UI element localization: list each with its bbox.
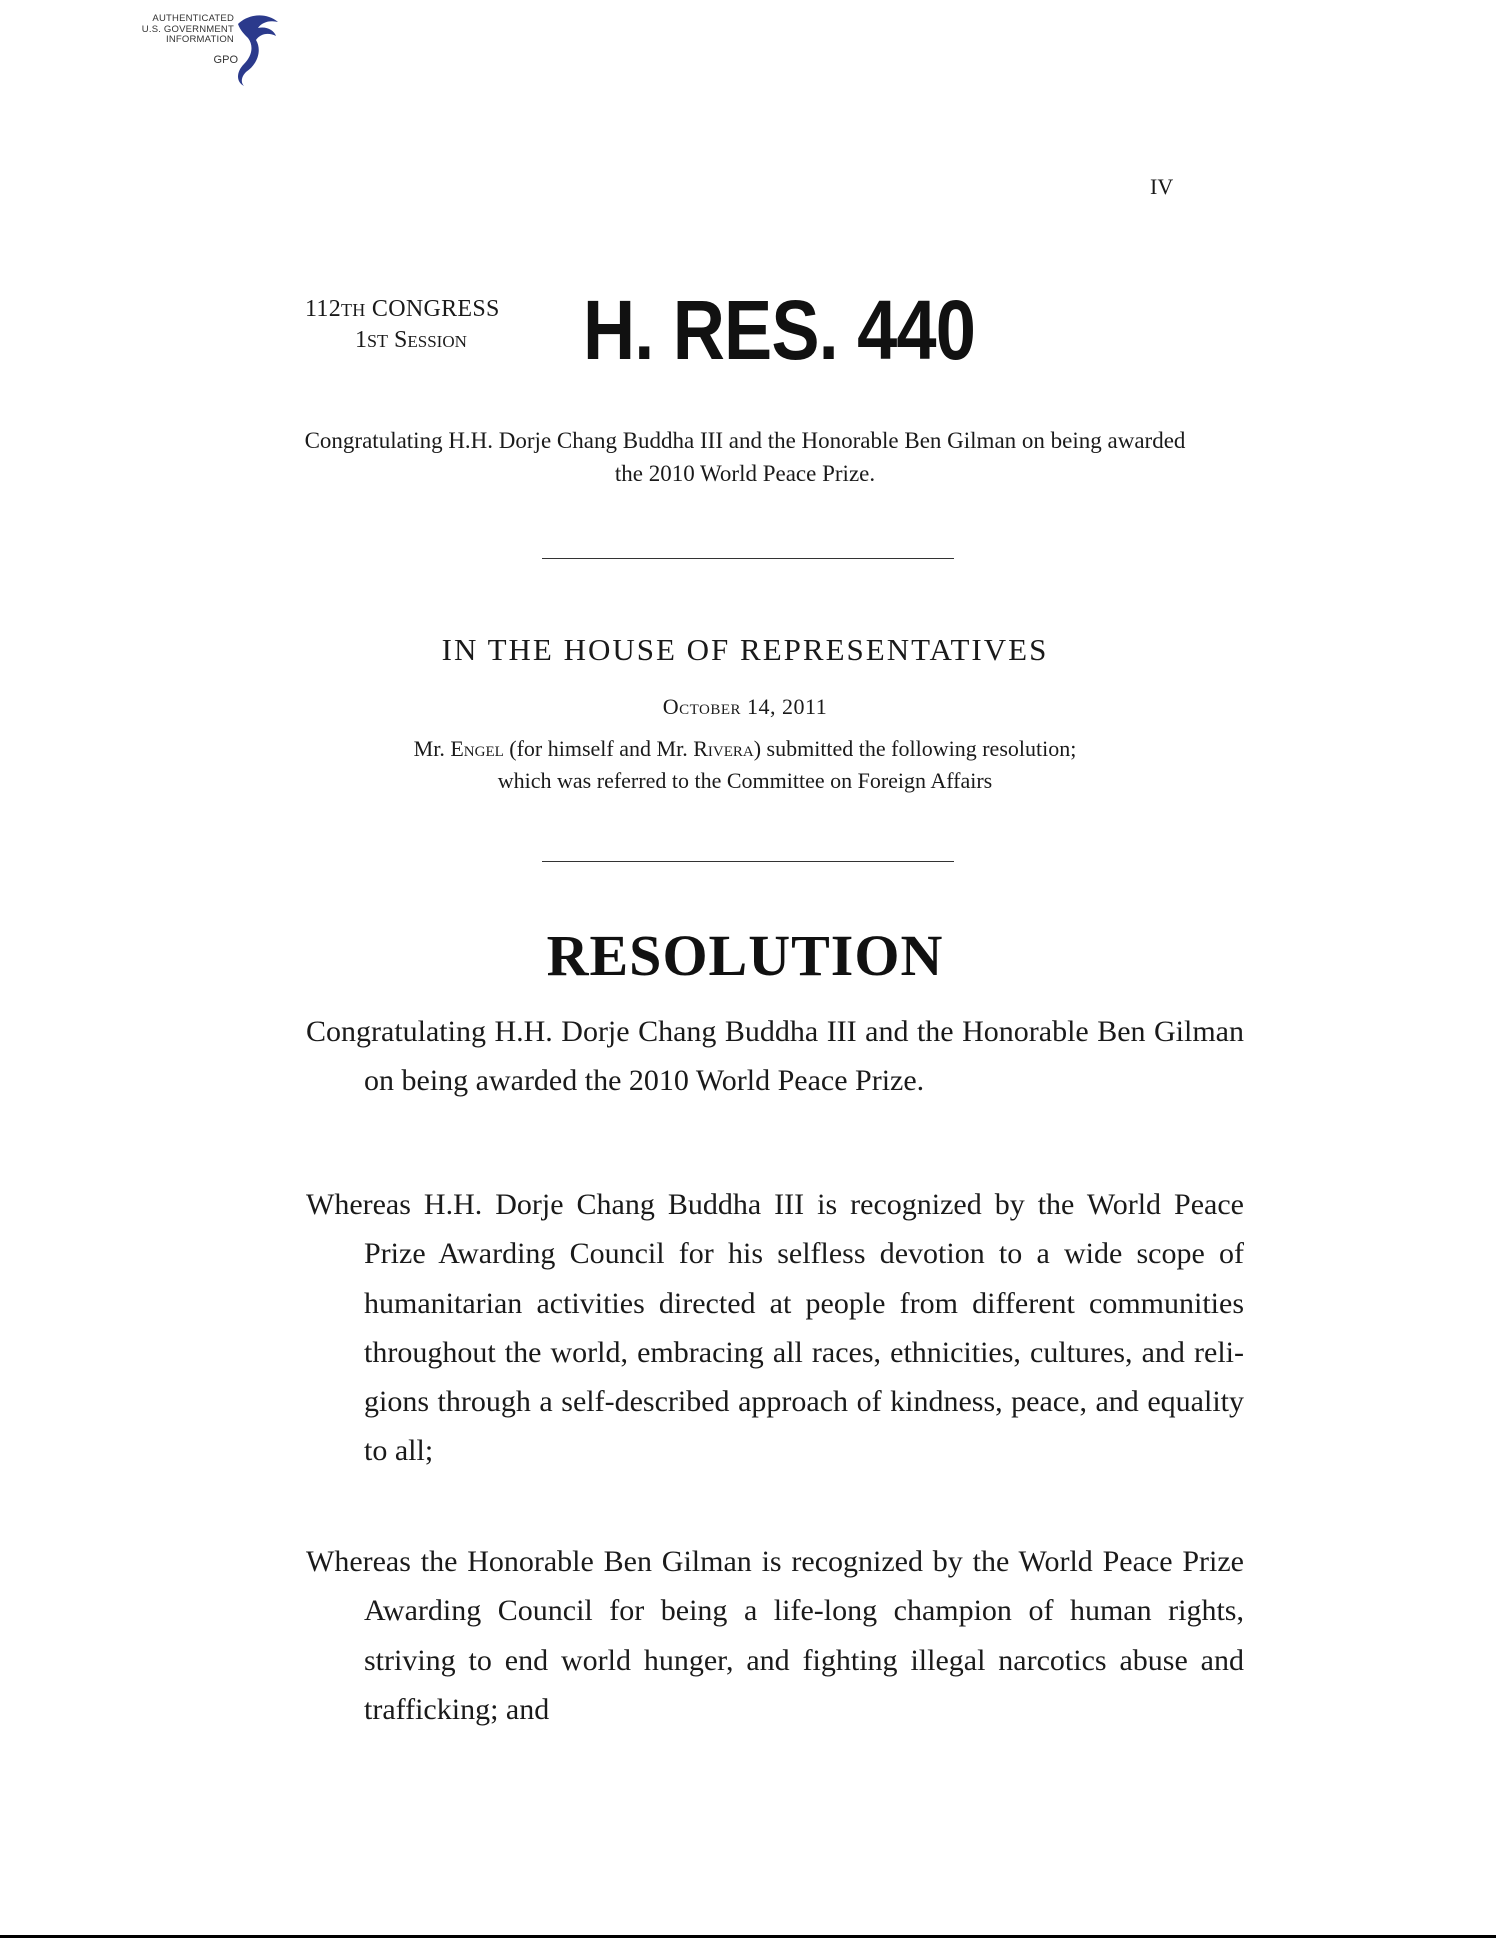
eagle-icon <box>232 10 284 88</box>
logo-line-1: AUTHENTICATED <box>152 13 234 24</box>
short-title: Congratulating H.H. Dorje Chang Buddha III and the Honorable Ben Gilman on being awarded the 2010 World Peace Prize. <box>304 428 1186 486</box>
sponsor-title: Mr. <box>413 736 451 761</box>
referral-line: which was referred to the Committee on Foreign Affairs <box>497 768 993 793</box>
page-label: IV <box>1150 174 1174 199</box>
sponsor-text: (for himself and Mr. <box>503 736 694 761</box>
congress-session-block <box>305 294 565 356</box>
document-heading: RESOLUTION <box>546 923 944 988</box>
session-line <box>305 325 565 356</box>
logo-line-2: U.S. GOVERNMENT <box>141 23 234 35</box>
congress-word: CONGRESS <box>365 296 500 322</box>
page-bottom-border <box>0 1935 1496 1938</box>
session-number-suffix: ST <box>367 331 389 351</box>
gpo-authentication-logo <box>124 10 284 90</box>
session-number: 1 <box>355 327 367 353</box>
chamber-heading: IN THE HOUSE OF REPRESENTATIVES <box>441 632 1049 667</box>
session-word: Session <box>388 327 467 353</box>
logo-text <box>124 14 234 46</box>
sponsor-text-end: ) submitted the following resolution; <box>753 736 1077 761</box>
congress-number: 112 <box>305 296 342 322</box>
cosponsor-name: Rivera <box>693 736 754 761</box>
divider <box>542 861 954 862</box>
divider <box>542 558 954 559</box>
sponsor-statement <box>300 733 1190 797</box>
sponsor-line-1 <box>300 733 1190 765</box>
introduction-date: October 14, 2011 <box>662 694 828 719</box>
logo-line-3: INFORMATION <box>166 34 234 45</box>
official-title: Congratulating H.H. Dorje Chang Buddha III and the Honorable Ben Gilman on being awarded the 2010 World Peace Prize. <box>306 1015 1244 1098</box>
congress-number-suffix: TH <box>341 300 366 320</box>
whereas-clause: Whereas H.H. Dorje Chang Buddha III is recognized by the World Peace Prize Awarding Council for his selfless devotion to a wide scope of humanitarian activities directed at people from different communities throughout the world, embracing all races, ethnicities, cultures, and religions through a self-described approach of kindness, peace, and equality to all; <box>306 1188 1244 1468</box>
congress-line <box>305 294 565 325</box>
whereas-clause: Whereas the Honorable Ben Gilman is recognized by the World Peace Prize Awarding Council for being a life-long champion of human rights, striving to end world hunger, and fighting illegal narcotics abuse and trafficking; and <box>306 1545 1244 1726</box>
sponsor-name: Engel <box>450 736 504 761</box>
logo-gpo: GPO <box>213 54 238 66</box>
resolution-number: H. RES. 440 <box>583 283 976 377</box>
